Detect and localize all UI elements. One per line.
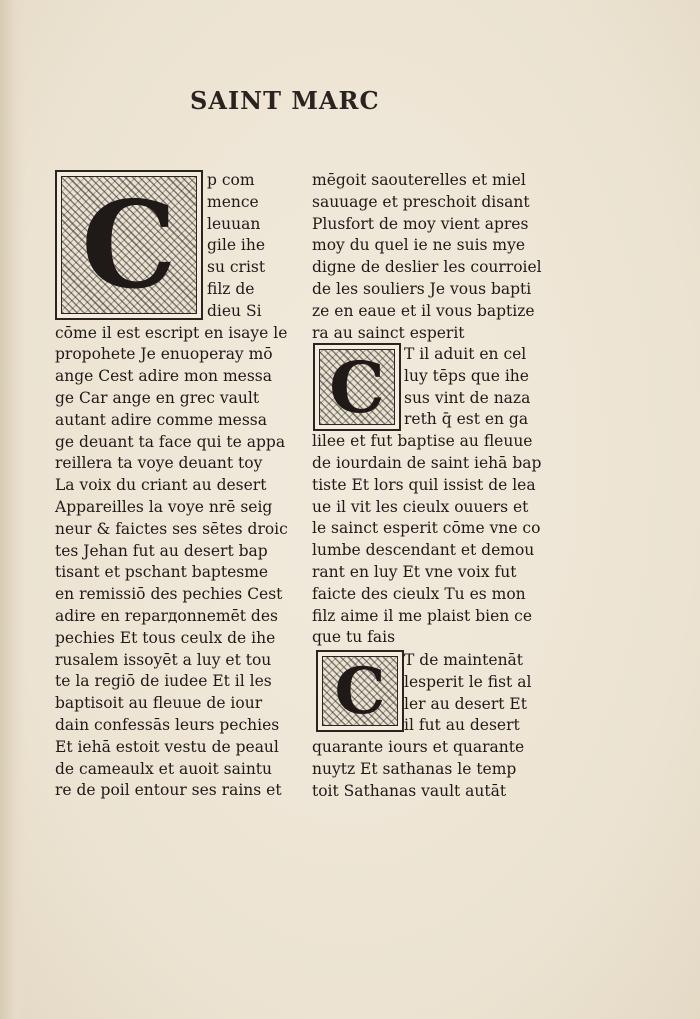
right-text-column-a bbox=[312, 170, 542, 344]
text-line: ue il vit les cieulx ouuers et bbox=[312, 497, 529, 516]
text-line: lesperit le fist al bbox=[404, 672, 532, 691]
text-line: ze en eaue et il vous baptize bbox=[312, 301, 535, 320]
text-line: digne de deslier les courroiel bbox=[312, 258, 542, 277]
text-line: ra au sainct esperit bbox=[312, 323, 465, 342]
text-line: su crist bbox=[207, 258, 266, 277]
running-head: SAINT MARC bbox=[190, 86, 380, 115]
right-text-column-b bbox=[312, 344, 542, 649]
text-line: tisant et pschant baptesme bbox=[55, 563, 269, 582]
text-line: ge deuant ta face qui te appa bbox=[55, 432, 286, 451]
text-line: de cameaulx et auoit saintu bbox=[55, 759, 273, 778]
text-line: sauuage et preschoit disant bbox=[312, 192, 530, 211]
text-line: le sainct esperit cōme vne co bbox=[312, 519, 541, 538]
initial-letter: C bbox=[329, 345, 385, 429]
text-line: cōme il est escript en isaye le bbox=[55, 323, 288, 342]
text-line: il fut au desert bbox=[404, 716, 520, 735]
text-line: leuuan bbox=[207, 214, 261, 233]
left-text-column bbox=[55, 170, 290, 802]
text-line: toit Sathanas vault autāt bbox=[312, 781, 507, 800]
text-line: mēgoit saouterelles et miel bbox=[312, 171, 526, 189]
text-line: en remissiō des pechies Cest bbox=[55, 585, 283, 604]
text-line: moy du quel ie ne suis mye bbox=[312, 236, 526, 255]
text-line: Et iehā estoit vestu de peaul bbox=[55, 737, 279, 756]
text-line: autant adire comme messa bbox=[55, 410, 267, 429]
text-line: filz aime il me plaist bien ce bbox=[312, 606, 533, 625]
text-line: La voix du criant au desert bbox=[55, 476, 267, 495]
text-line: faicte des cieulx Tu es mon bbox=[312, 584, 526, 603]
text-line: lilee et fut baptise au fleuue bbox=[312, 432, 533, 451]
text-line: tiste Et lors quil issist de lea bbox=[312, 475, 536, 494]
gutter-shadow bbox=[0, 0, 26, 1019]
right-text-column-c bbox=[312, 650, 542, 803]
text-line: nuytz Et sathanas le temp bbox=[312, 759, 517, 778]
initial-letter: C bbox=[81, 174, 177, 316]
text-line: dieu Si bbox=[207, 301, 262, 320]
text-line: p com bbox=[207, 171, 255, 189]
text-line: que tu fais bbox=[312, 628, 396, 647]
text-line: lumbe descendant et demou bbox=[312, 541, 535, 560]
text-line: T de maintenāt bbox=[404, 651, 524, 669]
text-line: ge Car ange en grec vault bbox=[55, 388, 260, 407]
text-line: reillera ta voye deuant toy bbox=[55, 454, 263, 473]
text-line: re de poil entour ses rains et bbox=[55, 781, 282, 800]
text-line: neur & faictes ses sētes droic bbox=[55, 519, 288, 538]
text-line: filz de bbox=[207, 279, 255, 298]
text-line: tes Jehan fut au desert bap bbox=[55, 541, 268, 560]
text-line: Appareilles la voye nrē seig bbox=[55, 497, 273, 516]
initial-letter: C bbox=[334, 653, 386, 729]
text-line: de les souliers Je vous bapti bbox=[312, 279, 532, 298]
text-line: de iourdain de saint iehā bap bbox=[312, 453, 542, 472]
text-line: reth q̄ est en ga bbox=[404, 410, 529, 429]
text-line: ange Cest adire mon messa bbox=[55, 367, 272, 386]
text-line: baptisoit au fleuue de iour bbox=[55, 694, 263, 713]
text-line: te la regiō de iudee Et il les bbox=[55, 672, 272, 691]
text-line: dain confessās leurs pechies bbox=[55, 715, 280, 734]
text-line: rusalem issoyēt a luy et tou bbox=[55, 650, 272, 669]
text-line: luy tēps que ihe bbox=[404, 366, 529, 385]
text-line: sus vint de naza bbox=[404, 388, 531, 407]
text-line: mence bbox=[207, 192, 259, 211]
text-line: Plusfort de moy vient apres bbox=[312, 214, 529, 233]
text-line: rant en luy Et vne voix fut bbox=[312, 562, 517, 581]
text-line: ler au desert Et bbox=[404, 694, 527, 713]
text-line: pechies Et tous ceulx de ihe bbox=[55, 628, 276, 647]
text-line: quarante iours et quarante bbox=[312, 738, 525, 757]
text-line: gile ihe bbox=[207, 236, 266, 255]
text-line: propohete Je enuoperay mō bbox=[55, 345, 273, 364]
text-line: T il aduit en cel bbox=[404, 345, 527, 363]
text-line: adire en reparдonnemēt des bbox=[55, 606, 278, 625]
